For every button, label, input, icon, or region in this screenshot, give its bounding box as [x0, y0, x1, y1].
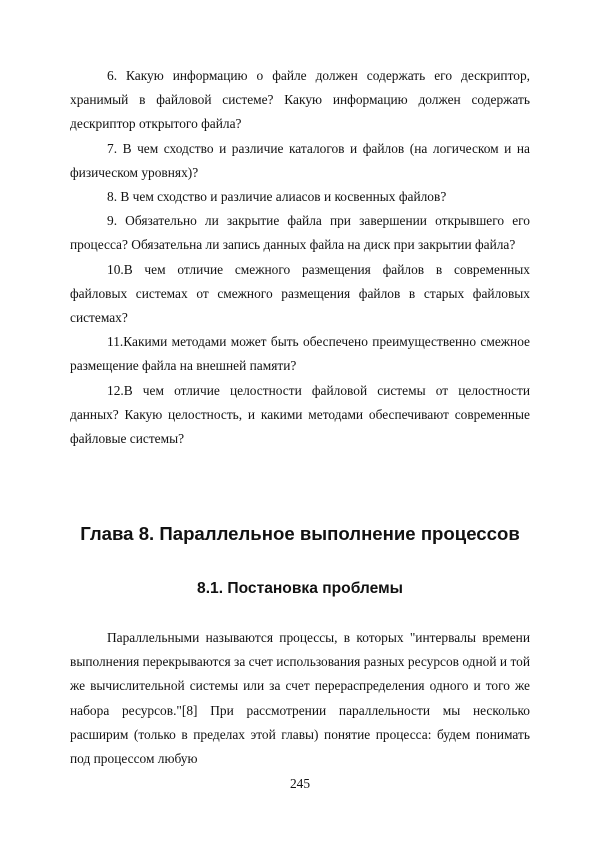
question-6: 6. Какую информацию о файле должен содержать его дескриптор, хранимый в файловой системе? Какую информацию должен содержать дескриптор открытого файла? — [70, 68, 530, 132]
question-12: 12.В чем отличие целостности файловой системы от целостности данных? Какую целостность, и какими методами обеспечивают современные файловые системы? — [70, 382, 530, 447]
page-number: 245 — [289, 776, 311, 791]
question-8: 8. В чем сходство и различие алиасов и косвенных файлов? — [107, 189, 447, 205]
review-questions-list — [70, 64, 530, 451]
question-11: 11.Какими методами может быть обеспечено преимущественно смежное размещение файла на внешней памяти? — [70, 334, 530, 374]
chapter-title: Глава 8. Параллельное выполнение процессов — [80, 523, 520, 544]
question-9: 9. Обязательно ли закрытие файла при завершении открывшего его процесса? Обязательна ли запись данных файла на диск при закрытии файла? — [70, 213, 530, 253]
question-7: 7. В чем сходство и различие каталогов и файлов (на логическом и на физическом уровнях)? — [70, 140, 530, 180]
question-10: 10.В чем отличие смежного размещения файлов в современных файловых системах от смежного размещения файлов в старых файловых системах? — [70, 261, 530, 326]
body-paragraph: Параллельными называются процессы, в которых "интервалы времени выполнения перекрываются за счет использования разных ресурсов одной и той же вычислительной системы или за счет перераспределения одного и того же набора ресурсов."[8] При рассмотрении параллельности мы несколько расширим (только в пределах этой главы) понятие процесса: будем понимать под процессом любую — [70, 630, 530, 767]
section-title: 8.1. Постановка проблемы — [197, 580, 403, 597]
